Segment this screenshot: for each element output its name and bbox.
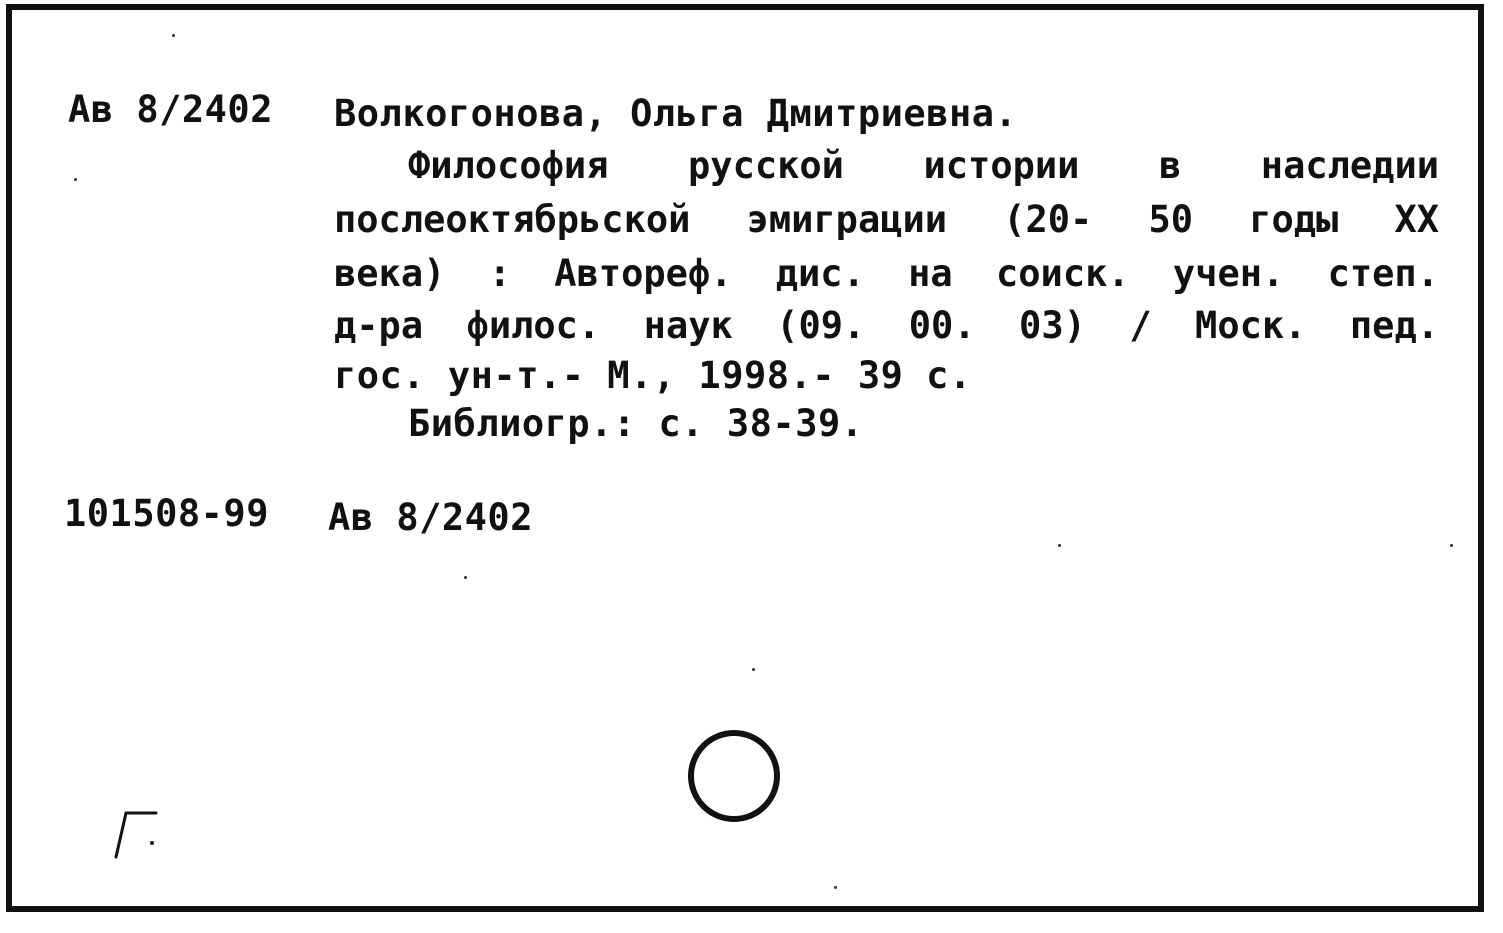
- punch-hole-icon: [688, 730, 780, 822]
- speck: [1450, 544, 1453, 547]
- call-number: Ав 8/2402: [68, 88, 273, 131]
- title-line-4: д-ра филос. наук (09. 00. 03) / Моск. пед.: [334, 304, 1439, 347]
- speck: [172, 34, 175, 37]
- title-line-3: века) : Автореф. дис. на соиск. учен. степ.: [334, 252, 1439, 295]
- author-heading: Волкогонова, Ольга Дмитриевна.: [334, 92, 1018, 135]
- inventory-call-number: Ав 8/2402: [328, 496, 533, 539]
- title-line-1: Философия русской истории в наследии: [408, 144, 1439, 187]
- title-line-5: гос. ун-т.- М., 1998.- 39 с.: [334, 354, 972, 397]
- speck: [1058, 544, 1061, 547]
- speck: [834, 886, 837, 889]
- speck: [464, 576, 467, 579]
- title-line-2: послеоктябрьской эмиграции (20- 50 годы XX: [334, 198, 1439, 241]
- bibliography-note: Библиогр.: с. 38-39.: [408, 402, 864, 445]
- speck: [74, 178, 77, 181]
- handwritten-mark-icon: [108, 805, 168, 865]
- speck: [752, 668, 755, 671]
- inventory-number: 101508-99: [64, 492, 269, 535]
- catalog-card: [6, 4, 1484, 912]
